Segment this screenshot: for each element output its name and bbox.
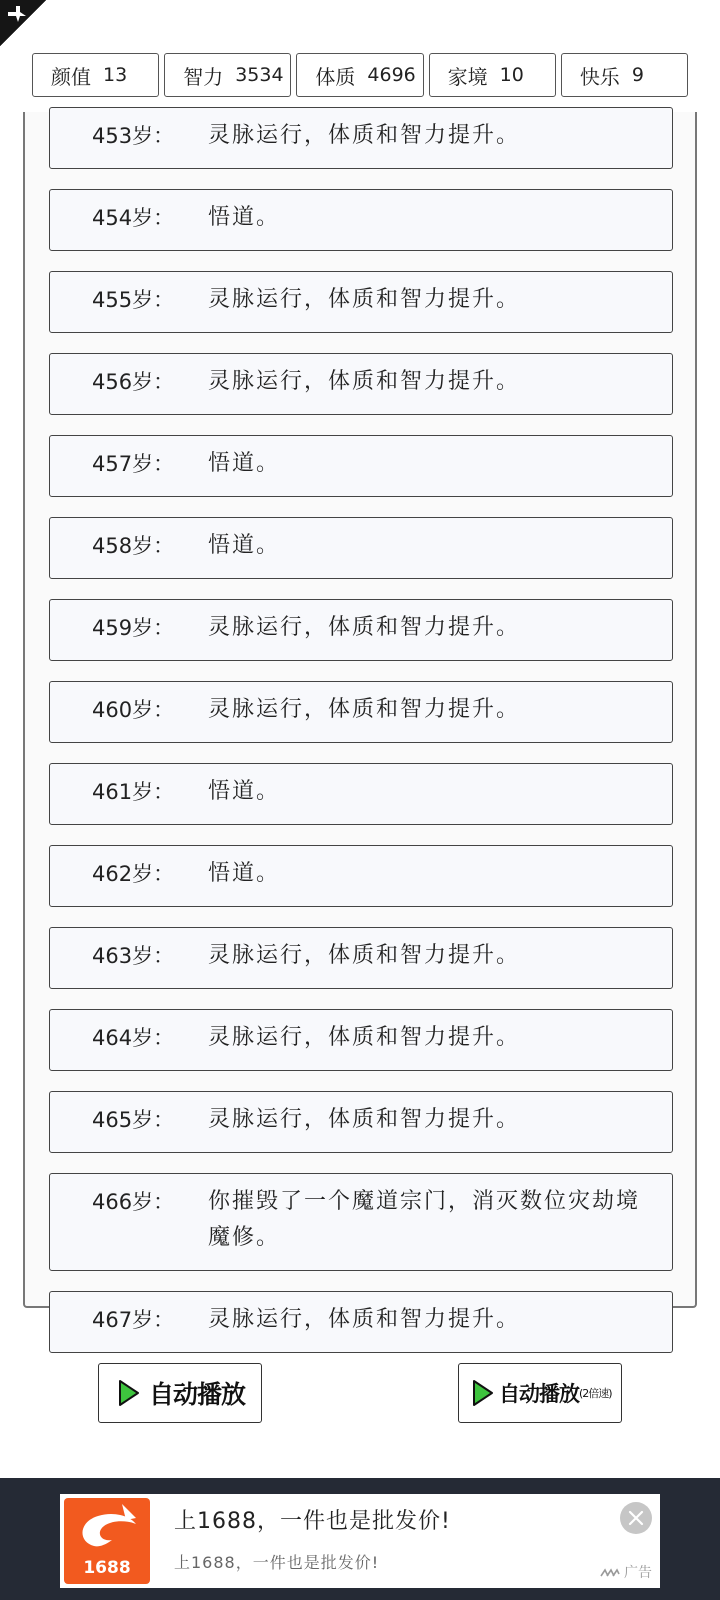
stat-value: 13 (103, 64, 128, 86)
stat-family (429, 53, 556, 97)
corner-badge (0, 0, 46, 46)
ad-network-icon (600, 1567, 620, 1577)
log-age: 467岁： (92, 1308, 175, 1332)
log-text: 悟道。 (208, 779, 281, 804)
log-entry (49, 1173, 673, 1271)
play-icon (471, 1379, 495, 1407)
log-entry (49, 1291, 673, 1353)
log-age: 459岁： (92, 616, 175, 640)
log-text: 灵脉运行，体质和智力提升。 (208, 287, 521, 312)
ad-logo (64, 1498, 150, 1584)
log-age: 458岁： (92, 534, 175, 558)
log-entry (49, 353, 673, 415)
brand-swoosh-icon (64, 1498, 150, 1558)
log-entry (49, 927, 673, 989)
stat-value: 10 (499, 64, 524, 86)
close-icon (628, 1510, 644, 1526)
log-entry (49, 107, 673, 169)
log-age: 466岁： (92, 1190, 175, 1214)
log-entry (49, 845, 673, 907)
log-age: 456岁： (92, 370, 175, 394)
autoplay-button[interactable] (98, 1363, 262, 1423)
stat-appearance (32, 53, 159, 97)
log-age: 453岁： (92, 124, 175, 148)
stat-label: 智力 (183, 64, 224, 89)
log-age: 463岁： (92, 944, 175, 968)
autoplay-label: 自动播放 (149, 1380, 246, 1409)
log-text: 灵脉运行，体质和智力提升。 (208, 1025, 521, 1050)
stat-label: 家境 (447, 64, 488, 89)
log-entry (49, 1009, 673, 1071)
stat-happiness (561, 53, 688, 97)
ad-tag-label: 广告 (624, 1565, 652, 1581)
log-entry (49, 763, 673, 825)
log-text: 灵脉运行，体质和智力提升。 (208, 369, 521, 394)
log-age: 460岁： (92, 698, 175, 722)
log-entry (49, 517, 673, 579)
log-text: 灵脉运行，体质和智力提升。 (208, 697, 521, 722)
log-text: 悟道。 (208, 205, 281, 230)
play-icon (117, 1379, 141, 1407)
log-age: 462岁： (92, 862, 175, 886)
log-text: 灵脉运行，体质和智力提升。 (208, 1307, 521, 1332)
stat-value: 9 (631, 64, 644, 86)
log-text: 你摧毁了一个魔道宗门，消灭数位灾劫境魔修。 (208, 1189, 641, 1250)
log-entry (49, 1091, 673, 1153)
life-log-panel[interactable] (23, 112, 697, 1332)
ad-title: 上1688，一件也是批发价! (174, 1509, 451, 1534)
stat-constitution (296, 53, 423, 97)
log-age: 464岁： (92, 1026, 175, 1050)
log-age: 457岁： (92, 452, 175, 476)
ad-card[interactable] (60, 1494, 660, 1588)
log-entry (49, 189, 673, 251)
log-age: 461岁： (92, 780, 175, 804)
stat-value: 3534 (235, 64, 284, 86)
log-text: 灵脉运行，体质和智力提升。 (208, 615, 521, 640)
sparkle-icon (6, 4, 28, 24)
log-text: 悟道。 (208, 451, 281, 476)
ad-subtitle: 上1688，一件也是批发价! (174, 1553, 380, 1572)
stat-intelligence (164, 53, 291, 97)
log-age: 455岁： (92, 288, 175, 312)
stat-label: 颜值 (51, 64, 91, 89)
log-text: 悟道。 (208, 861, 281, 886)
ad-logo-text: 1688 (83, 1558, 131, 1578)
autoplay-fast-button[interactable] (458, 1363, 622, 1423)
log-entry (49, 435, 673, 497)
log-entry (49, 681, 673, 743)
log-age: 465岁： (92, 1108, 175, 1132)
log-age: 454岁： (92, 206, 175, 230)
ad-tag (600, 1562, 652, 1582)
log-text: 灵脉运行，体质和智力提升。 (208, 123, 521, 148)
stat-label: 快乐 (579, 64, 620, 89)
log-text: 悟道。 (208, 533, 281, 558)
speed-note: (2倍速) (579, 1387, 612, 1400)
log-text: 灵脉运行，体质和智力提升。 (208, 1107, 521, 1132)
life-log-list (49, 107, 673, 1373)
stats-bar (32, 53, 688, 97)
ad-banner (0, 1478, 720, 1600)
close-ad-button[interactable] (620, 1502, 652, 1534)
stat-value: 4696 (367, 64, 416, 86)
log-entry (49, 599, 673, 661)
stat-label: 体质 (315, 64, 356, 89)
log-text: 灵脉运行，体质和智力提升。 (208, 943, 521, 968)
autoplay-fast-label: 自动播放 (499, 1382, 579, 1406)
log-entry (49, 271, 673, 333)
